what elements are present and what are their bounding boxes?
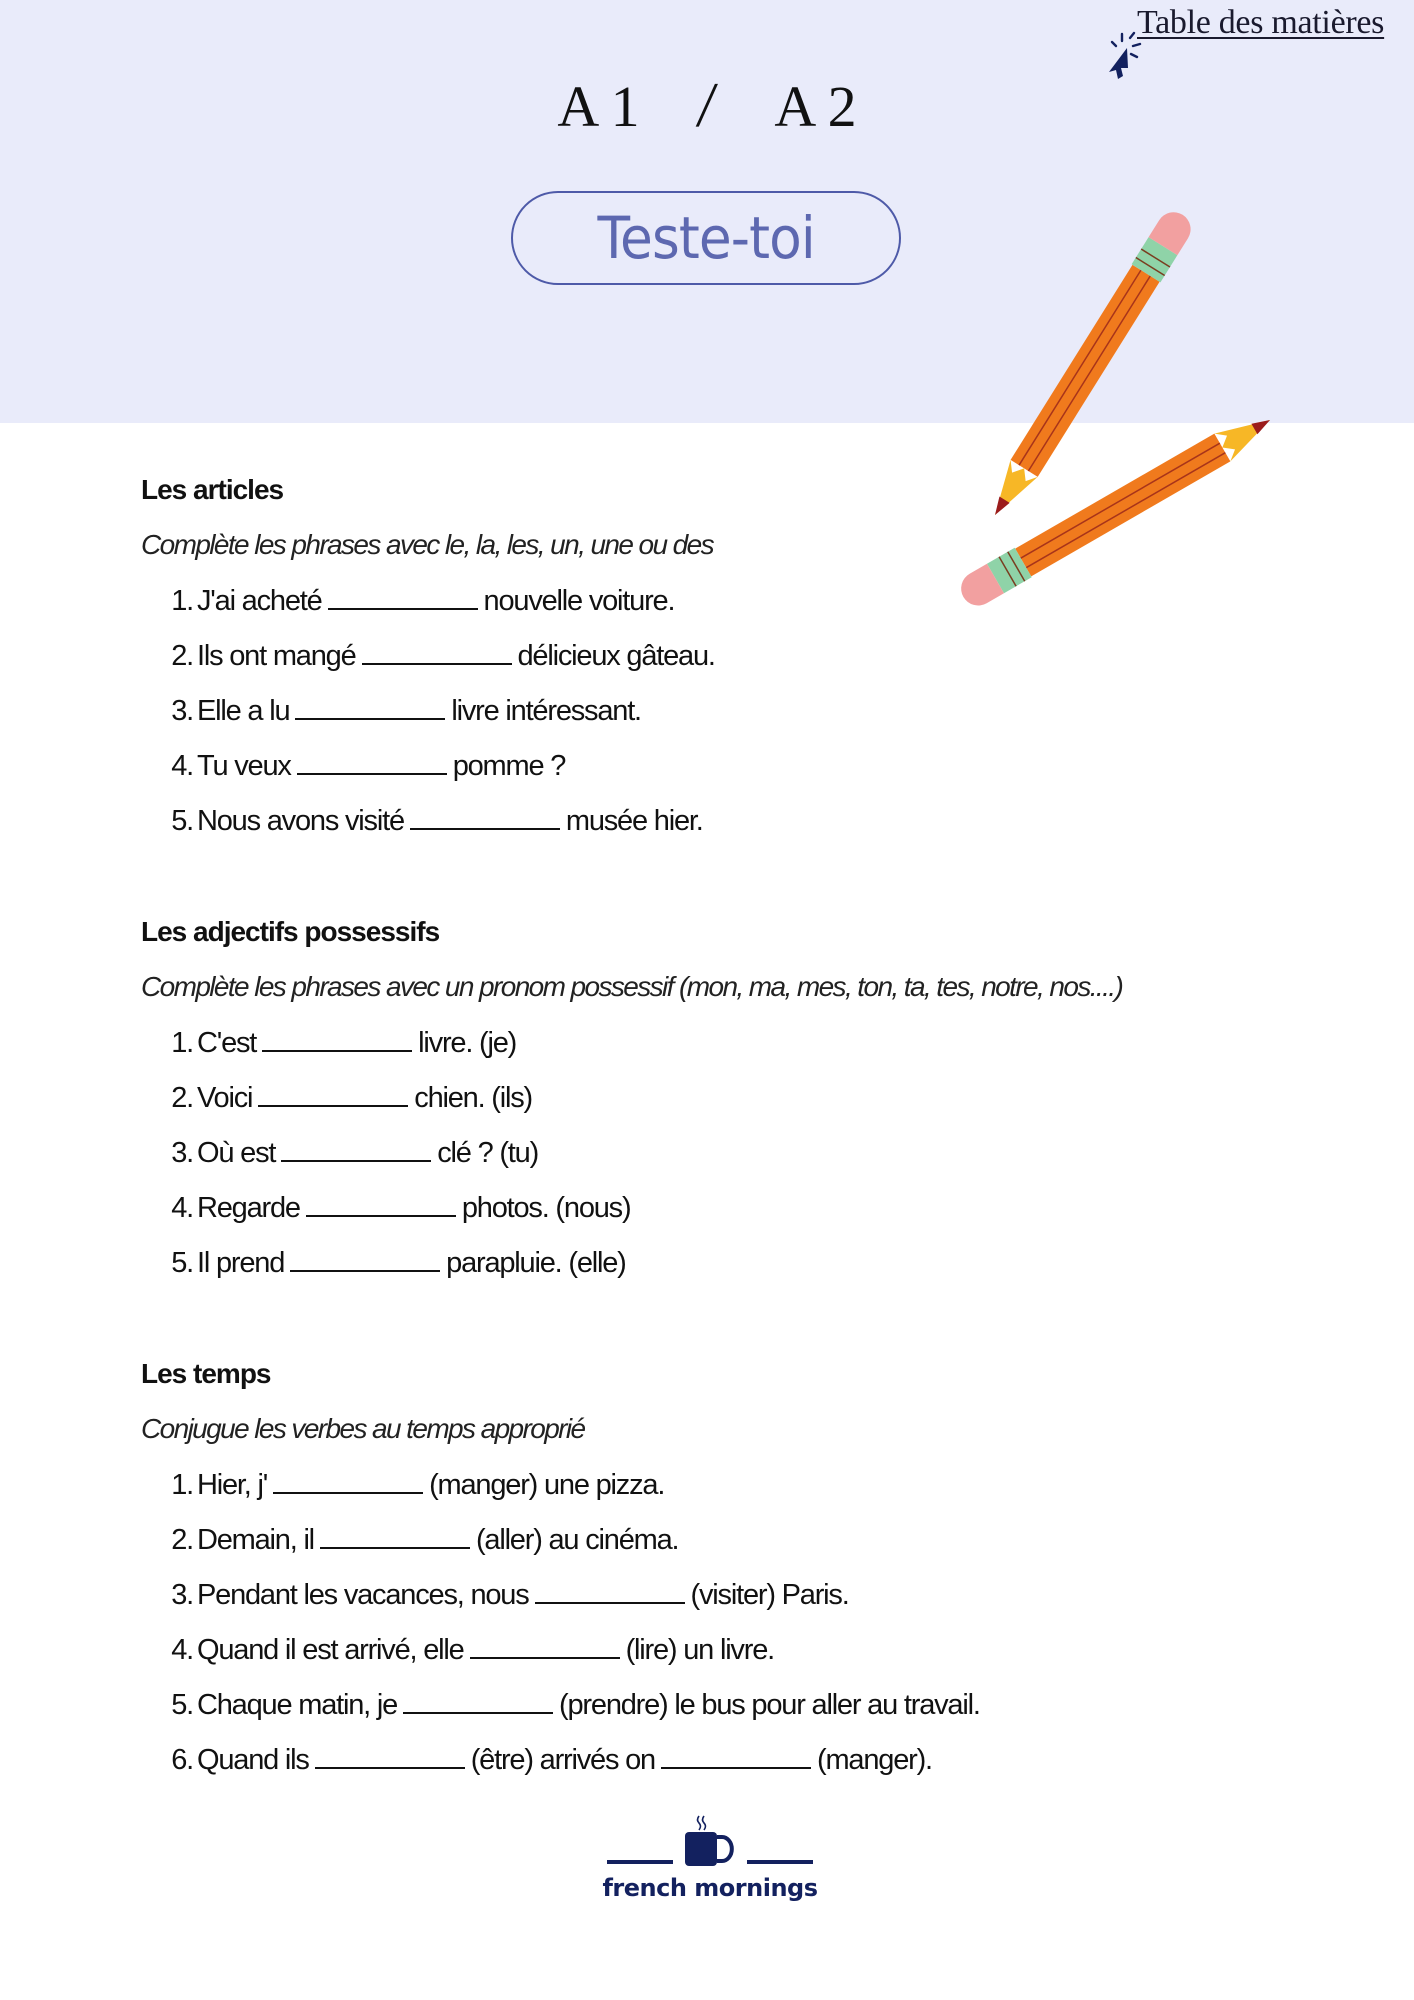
answer-blank[interactable] <box>262 1022 412 1052</box>
answer-blank[interactable] <box>295 690 445 720</box>
answer-blank[interactable] <box>470 1629 620 1659</box>
section-title: Les temps <box>141 1358 271 1389</box>
level-separator: / <box>694 69 720 140</box>
answer-blank[interactable] <box>410 800 560 830</box>
section-title: Les articles <box>141 474 284 505</box>
exercise-item: 2. Voici chien. (ils) <box>141 1077 1122 1132</box>
section-instruction: Conjugue les verbes au temps approprié <box>141 1413 585 1444</box>
answer-blank[interactable] <box>661 1739 811 1769</box>
section-tenses <box>141 1354 980 1794</box>
exercise-item: 6. Quand ils (être) arrivés on (manger). <box>141 1739 980 1794</box>
exercise-item: 1. Hier, j' (manger) une pizza. <box>141 1464 980 1519</box>
exercise-item: 5. Chaque matin, je (prendre) le bus pour aller au travail. <box>141 1684 980 1739</box>
level-a2: A 2 <box>774 74 857 139</box>
badge-label: Teste-toi <box>597 204 815 272</box>
answer-blank[interactable] <box>297 745 447 775</box>
answer-blank[interactable] <box>273 1464 423 1494</box>
teste-toi-badge <box>511 191 901 285</box>
answer-blank[interactable] <box>258 1077 408 1107</box>
exercise-item: 5. Nous avons visité musée hier. <box>141 800 715 855</box>
pencils-illustration-icon <box>940 200 1280 650</box>
exercise-list <box>141 580 715 855</box>
exercise-item: 3. Pendant les vacances, nous (visiter) Paris. <box>141 1574 980 1629</box>
section-instruction: Complète les phrases avec le, la, les, un, une ou des <box>141 529 714 560</box>
level-a1: A 1 <box>557 74 640 139</box>
answer-blank[interactable] <box>315 1739 465 1769</box>
answer-blank[interactable] <box>306 1187 456 1217</box>
answer-blank[interactable] <box>320 1519 470 1549</box>
level-title <box>0 68 1414 142</box>
exercise-list <box>141 1022 1122 1297</box>
coffee-mug-icon <box>600 1812 820 1874</box>
answer-blank[interactable] <box>362 635 512 665</box>
section-title: Les adjectifs possessifs <box>141 916 440 947</box>
exercise-list <box>141 1464 980 1794</box>
exercise-item: 3. Où est clé ? (tu) <box>141 1132 1122 1187</box>
section-instruction: Complète les phrases avec un pronom possessif (mon, ma, mes, ton, ta, tes, notre, nos....) <box>141 971 1123 1002</box>
exercise-item: 1. C'est livre. (je) <box>141 1022 1122 1077</box>
answer-blank[interactable] <box>281 1132 431 1162</box>
exercise-item: 2. Demain, il (aller) au cinéma. <box>141 1519 980 1574</box>
exercise-item: 2. Ils ont mangé délicieux gâteau. <box>141 635 715 690</box>
exercise-item: 4. Regarde photos. (nous) <box>141 1187 1122 1242</box>
exercise-item: 4. Quand il est arrivé, elle (lire) un livre. <box>141 1629 980 1684</box>
answer-blank[interactable] <box>290 1242 440 1272</box>
table-of-contents-link[interactable]: Table des matières <box>1137 4 1385 41</box>
section-possessive-adjectives <box>141 912 1122 1297</box>
exercise-item: 1. J'ai acheté nouvelle voiture. <box>141 580 715 635</box>
section-articles <box>141 470 715 855</box>
answer-blank[interactable] <box>328 580 478 610</box>
exercise-item: 4. Tu veux pomme ? <box>141 745 715 800</box>
exercise-item: 3. Elle a lu livre intéressant. <box>141 690 715 745</box>
answer-blank[interactable] <box>535 1574 685 1604</box>
french-mornings-logo <box>600 1812 820 1912</box>
answer-blank[interactable] <box>403 1684 553 1714</box>
exercise-item: 5. Il prend parapluie. (elle) <box>141 1242 1122 1297</box>
brand-name: french mornings <box>602 1874 818 1902</box>
